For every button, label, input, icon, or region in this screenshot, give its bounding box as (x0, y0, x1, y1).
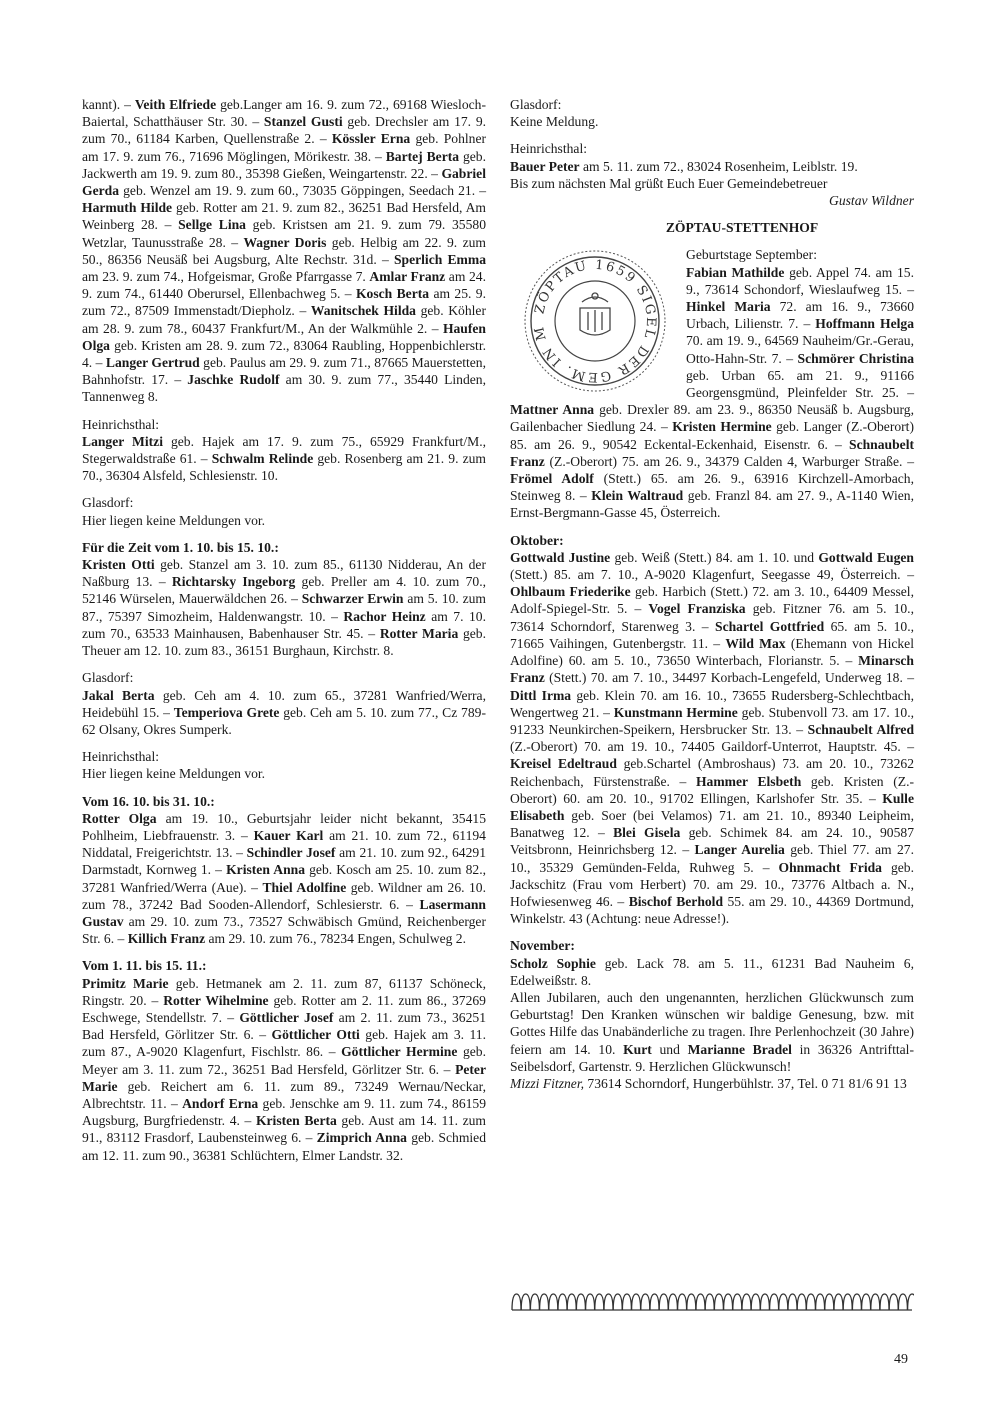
person-name: Kristen Berta (255, 1113, 337, 1129)
person-name: Zimprich Anna (316, 1130, 407, 1146)
person-name: Schwalm Relinde (211, 451, 314, 467)
list-nov-1-15: Primitz Marie geb. Hetmanek am 2. 11. zum 87, 61137 Schöneck, Ringstr. 20. – Rotter Wihelmine geb. Rotter am 2. 11. zum 86., 37269 Eschwege, Stendellstr. 7. – Göttlicher Josef am 2. 11. zum 73., 36251 Bad Hersfeld, Görlitzer Str. 6. – Göttlicher Otti geb. Hajek am 3. 11. zum 87., A-9020 Klagenfurt, Fischlstr. 86. – Göttlicher Hermine geb. Meyer am 3. 11. zum 72., 36251 Bad Hersfeld, Görlitzer Str. 6. – Peter Marie geb. Reichert am 6. 11. zum 89., 73249 Wernau/Neckar, Albrechtstr. 11. – Andorf Erna geb. Jenschke am 9. 11. zum 74., 86159 Augsburg, Burgfriedenstr. 4. – Kristen Berta geb. Aust am 14. 11. zum 91., 83112 Frasdorf, Laubensteinweg 6. – Zimprich Anna geb. Schmied am 12. 11. zum 90., 36381 Schlüchtern, Elmer Landstr. 32. (82, 975, 487, 1163)
person-name: Kössler Erna (331, 131, 411, 147)
person-name: Langer Mitzi (82, 433, 163, 449)
heading-period-oct-1-15: Für die Zeit vom 1. 10. bis 15. 10.: (82, 539, 279, 555)
person-name: Rotter Wihelmine (163, 992, 269, 1008)
section-title-zoeptau-stettenhof: ZÖPTAU-STETTENHOF (665, 220, 819, 236)
seal-icon (510, 246, 680, 396)
person-name: Stanzel Gusti (263, 114, 343, 130)
heading-oktober: Oktober: (510, 532, 564, 548)
glasdorf-no-report: Keine Meldung. (510, 114, 599, 130)
heading-period-oct-16-31: Vom 16. 10. bis 31. 10.: (82, 793, 215, 809)
person-name: Kurt (623, 1041, 652, 1057)
person-name: Ohnmacht Frida (778, 859, 882, 875)
person-name: Kunstmann Hermine (613, 704, 738, 720)
person-name: Rotter Olga (82, 810, 157, 826)
person-name: Göttlicher Hermine (341, 1044, 458, 1060)
person-name: Kauer Karl (253, 827, 324, 843)
heinrichsthal-list: Langer Mitzi geb. Hajek am 17. 9. zum 75., 65929 Frankfurt/M., Stegerwaldstraße 61. – Schwalm Relinde geb. Rosenberg am 21. 9. zum 70., 36304 Alsfeld, Schlesienstr. 10. (82, 433, 486, 484)
person-name: Lasermann Gustav (82, 896, 486, 929)
person-name: Killich Franz (127, 931, 206, 947)
person-name: Bauer Peter (510, 158, 580, 174)
greeting: Bis zum nächsten Mal grüßt Euch Euer Gemeindebetreuer (510, 175, 828, 191)
congratulations-text: Allen Jubilaren, auch den ungenannten, herzlichen Glückwunsch zum Geburtstag! Den Kranken wünschen wir baldige Genesung, bzw. mit Gottes Hilfe das Unabänderliche zu tragen. Ihre Perlenhochzeit (30 Jahre) feiern am 14. 10. Kurt und Marianne Bradel in 36326 Antrifttal-Seibelsdorf, Gartenstr. 9. Herzlichen Glückwunsch! (510, 989, 914, 1074)
glasdorf-no-reports: Hier liegen keine Meldungen vor. (82, 512, 266, 528)
person-name: Schnaubelt Alfred (807, 721, 914, 737)
person-name: Gottwald Eugen (818, 549, 914, 565)
person-name: Kristen Otti (82, 557, 155, 573)
person-name: Sperlich Emma (393, 251, 486, 267)
person-name: Ohlbaum Friederike (510, 584, 631, 600)
heinrichsthal-entry: Bauer Peter am 5. 11. zum 72., 83024 Rosenheim, Leiblstr. 19. (510, 158, 858, 174)
person-name: Bartej Berta (385, 148, 460, 164)
zt-birthday-list: Fabian Mathilde geb. Appel 74. am 15. 9., 73614 Schondorf, Wieslaufweg 15. – Hinkel Maria 72. am 16. 9., 73660 Urbach, Lilienstr. 7. – Hoffmann Helga 70. am 19. 9., 64569 Nauheim/Gr.-Gerau, Otto-Hahn-Str. 7. – Schmörer Christina geb. Urban 65. am 21. 9., 91166 Georgensgmünd, Pleinfelder Str. 25. – Mattner Anna geb. Drexler 89. am 23. 9., 86350 Neusäß b. Augsburg, Gailenbacher Siedlung 24. – Kristen Hermine geb. Langer (Z.-Oberort) 85. am 26. 9., 90542 Eckental-Eckenhaid, Eisenstr. 6. – Schnaubelt Franz (Z.-Oberort) 75. am 26. 9., 34379 Calden 4, Warburger Straße. – Frömel Adolf (Stett.) 65. am 26. 9., 63916 Kirchzell-Amorbach, Steinweg 8. – Klein Waltraud geb. Franzl 84. am 27. 9., A-1140 Wien, Ernst-Bergmann-Gasse 45, Österreich. (510, 264, 915, 521)
person-name: Hoffmann Helga (815, 316, 914, 332)
person-name: Schmörer Christina (797, 350, 915, 366)
heading-glasdorf: Glasdorf: (82, 495, 134, 511)
heading-heinrichsthal-2: Heinrichsthal: (82, 749, 160, 765)
person-name: Harmuth Hilde (82, 200, 173, 216)
person-name: Amlar Franz (369, 269, 446, 285)
person-name: Marianne Bradel (687, 1041, 792, 1057)
person-name: Primitz Marie (82, 975, 169, 991)
person-name: Kristen Hermine (672, 419, 772, 435)
person-name: Richtarsky Ingeborg (171, 574, 296, 590)
person-name: Gabriel Gerda (82, 165, 486, 199)
person-name: Vogel Franziska (648, 601, 746, 617)
person-name: Wagner Doris (243, 234, 327, 250)
person-name: Andorf Erna (182, 1095, 259, 1111)
heading-heinrichsthal-right: Heinrichsthal: (510, 141, 588, 157)
person-name: Mattner Anna (510, 402, 595, 418)
left-column (82, 96, 486, 1174)
person-name: Kreisel Edeltraud (510, 756, 617, 772)
person-name: Kristen Anna (226, 862, 305, 878)
person-name: Langer Gertrud (105, 355, 200, 371)
person-name: Gottwald Justine (510, 549, 611, 565)
person-name: Göttlicher Josef (239, 1009, 334, 1025)
author-signature: Mizzi Fitzner, 73614 Schorndorf, Hungerbühlstr. 37, Tel. 0 71 81/6 91 13 (510, 1075, 907, 1091)
person-name: Schartel Gottfried (715, 618, 825, 634)
list-oct-1-15: Kristen Otti geb. Stanzel am 3. 10. zum 85., 61130 Nidderau, An der Naßburg 13. – Richtarsky Ingeborg geb. Preller am 4. 10. zum 70., 52146 Würselen, Mauerwäldchen 26. – Schwarzer Erwin am 5. 10. zum 87., 75397 Simozheim, Haldenwangstr. 10. – Rachor Heinz am 7. 10. zum 70., 63533 Mainhausen, Babenhauser Str. 45. – Rotter Maria geb. Theuer am 12. 10. zum 83., 36151 Burghaun, Kirchstr. 8. (82, 557, 487, 659)
person-name: Hammer Elsbeth (695, 773, 802, 789)
person-name: Veith Elfriede (134, 97, 217, 112)
list-oct-16-31: Rotter Olga am 19. 10., Geburtsjahr leider nicht bekannt, 35415 Pohlheim, Liebfrauenstr. 3. – Kauer Karl am 21. 10. zum 72., 61194 Niddatal, Freigerichtstr. 13. – Schindler Josef am 21. 10. zum 92., 64291 Darmstadt, Kornweg 1. – Kristen Anna geb. Kosch am 25. 10. zum 82., 37281 Wanfried/Werra (Aue). – Thiel Adolfine geb. Wildner am 26. 10. zum 78., 37242 Bad Sooden-Allendorf, Schlesierstr. 6. – Lasermann Gustav am 29. 10. zum 73., 73527 Schwäbisch Gmünd, Reichenberger Str. 6. – Killich Franz am 29. 10. zum 76., 78234 Engen, Schulweg 2. (82, 810, 486, 947)
person-name: Langer Aurelia (694, 842, 785, 858)
ornamental-divider (510, 1290, 914, 1316)
heading-period-nov-1-15: Vom 1. 11. bis 15. 11.: (82, 958, 207, 974)
signature-gustav-wildner: Gustav Wildner (829, 193, 914, 209)
person-name: Peter Marie (82, 1061, 486, 1094)
person-name: Kulle Elisabeth (510, 790, 914, 823)
person-name: Temperiova Grete (173, 704, 280, 720)
person-name: Bischof Berhold (628, 893, 724, 909)
person-name: Kosch Berta (355, 286, 430, 302)
person-name: Schindler Josef (246, 845, 336, 861)
heading-glasdorf-right: Glasdorf: (510, 97, 562, 112)
right-column (510, 96, 914, 1092)
person-name: Thiel Adolfine (262, 879, 347, 895)
person-name: Haufen Olga (82, 320, 486, 353)
person-name: Frömel Adolf (510, 471, 594, 487)
person-name: Göttlicher Otti (271, 1027, 360, 1043)
person-name: Sellge Lina (178, 217, 246, 233)
person-name: Jakal Berta (82, 687, 155, 703)
person-name: Wild Max (725, 635, 786, 651)
november-list: Scholz Sophie geb. Lack 78. am 5. 11., 61231 Bad Nauheim 6, Edelweißstr. 8. (510, 955, 915, 988)
birthday-list-september: kannt). – Veith Elfriede geb.Langer am 16. 9. zum 72., 69168 Wiesloch-Baiertal, Schatthäuser Str. 30. – Stanzel Gusti geb. Drechsler am 17. 9. zum 70., 61184 Karben, Quellenstraße 2. – Kössler Erna geb. Pohlner am 17. 9. zum 76., 71696 Möglingen, Mörikestr. 38. – Bartej Berta geb. Jackwerth am 19. 9. zum 80., 35398 Gießen, Weingartenstr. 22. – Gabriel Gerda geb. Wenzel am 19. 9. zum 60., 73035 Göppingen, Seedach 21. – Harmuth Hilde geb. Rotter am 21. 9. zum 82., 36251 Bad Hersfeld, Am Weinberg 28. – Sellge Lina geb. Kristsen am 21. 9. zum 79. 35580 Wetzlar, Taunusstraße 28. – Wagner Doris geb. Helbig am 22. 9. zum 50., 86356 Neusäß bei Augsburg, Alte Rechstr. 31d. – Sperlich Emma am 23. 9. zum 74., Hofgeismar, Große Pfarrgasse 7. Amlar Franz am 24. 9. zum 74., 61440 Oberursel, Ellenbachweg 5. – Kosch Berta am 25. 9. zum 72., 87509 Immenstadt/Diepholz. – Wanitschek Hilda geb. Köhler am 28. 9. zum 78., 60437 Frankfurt/M., An der Walkmühle 2. – Haufen Olga geb. Kristen am 28. 9. zum 72., 83064 Raubling, Hoppenbichlerstr. 4. – Langer Gertrud geb. Paulus am 29. 9. zum 71., 87665 Mauerstetten, Bahnhofstr. 17. – Jaschke Rudolf am 30. 9. zum 77., 35440 Linden, Tannenweg 8. (82, 97, 487, 405)
person-name: Klein Waltraud (591, 488, 684, 504)
page-number: 49 (894, 1352, 908, 1367)
person-name: Minarsch Franz (510, 653, 914, 686)
person-name: Schwarzer Erwin (301, 591, 404, 607)
person-name: Wanitschek Hilda (310, 303, 416, 319)
person-name: Dittl Irma (510, 687, 572, 703)
oktober-list: Gottwald Justine geb. Weiß (Stett.) 84. am 1. 10. und Gottwald Eugen (Stett.) 85. am 7. 10., A-9020 Klagenfurt, Seegasse 49, Österreich. – Ohlbaum Friederike geb. Harbich (Stett.) 72. am 3. 10., 64409 Messel, Adolf-Spiegel-Str. 5. – Vogel Franziska geb. Fitzner 76. am 5. 10., 73614 Schorndorf, Starenweg 3. – Schartel Gottfried 65. am 5. 10., 71665 Vaihingen, Gutenbergstr. 11. – Wild Max (Ehemann von Hickel Adolfine) 60. am 5. 10., 73650 Winterbach, Florianstr. 5. – Minarsch Franz (Stett.) 70. am 7. 10., 34497 Korbach-Lengefeld, Underweg 18. – Dittl Irma geb. Klein 70. am 16. 10., 73655 Rudersberg-Schlechtbach, Wengertweg 21. – Kunstmann Hermine geb. Stubenvoll 73. am 17. 10., 91233 Neunkirchen-Speikern, Hersbrucker Str. 13. – Schnaubelt Alfred (Z.-Oberort) 70. am 19. 10., 74405 Gaildorf-Unterrot, Hauptstr. 45. – Kreisel Edeltraud geb.Schartel (Ambroshaus) 73. am 20. 10., 73262 Reichenbach, Fürstenstraße. – Hammer Elsbeth geb. Kristen (Z.-Oberort) 60. am 20. 10., 91702 Ellingen, Karlshofer Str. 35. – Kulle Elisabeth geb. Soer (bei Velamos) 71. am 21. 10., 89340 Leipheim, Banatweg 12. – Blei Gisela geb. Schimek 84. am 24. 10., 90587 Veitsbronn, Heinrichsberg 12. – Langer Aurelia geb. Thiel 77. am 27. 10., 35329 Gemünden-Felda, Ruhweg 5. – Ohnmacht Frida geb. Jackschitz (Frau vom Herbert) 70. am 29. 10., 73776 Altbach a. N., Hofwiesenweg 46. – Bischof Berhold 55. am 29. 10., 44369 Dortmund, Winkelstr. 43 (Achtung: neue Adresse!). (510, 549, 915, 927)
person-name: Jaschke Rudolf (187, 372, 280, 388)
person-name: Rachor Heinz (343, 608, 426, 624)
seal-lettering: ZÖPTAU 1659 SIGEL DER GEM. IN M (531, 258, 659, 385)
person-name: Scholz Sophie (510, 955, 596, 971)
person-name: Hinkel Maria (686, 299, 771, 315)
heading-glasdorf-2: Glasdorf: (82, 670, 134, 686)
italic-name: Mizzi Fitzner, (510, 1075, 585, 1091)
town-seal-image (510, 246, 680, 396)
person-name: Blei Gisela (613, 825, 681, 841)
glasdorf-list: Jakal Berta geb. Ceh am 4. 10. zum 65., 37281 Wanfried/Werra, Heidebühl 15. – Temperiova Grete geb. Ceh am 5. 10. zum 77., Cz 789-62 Olsany, Okres Sumperk. (82, 687, 486, 737)
heading-heinrichsthal: Heinrichsthal: (82, 416, 160, 432)
heinrichsthal-no-reports: Hier liegen keine Meldungen vor. (82, 766, 266, 782)
person-name: Rotter Maria (379, 625, 459, 641)
person-name: Schnaubelt Franz (510, 436, 914, 469)
heading-november: November: (510, 938, 575, 954)
zt-subheading: Geburtstage September: (686, 247, 817, 263)
person-name: Fabian Mathilde (686, 264, 785, 280)
